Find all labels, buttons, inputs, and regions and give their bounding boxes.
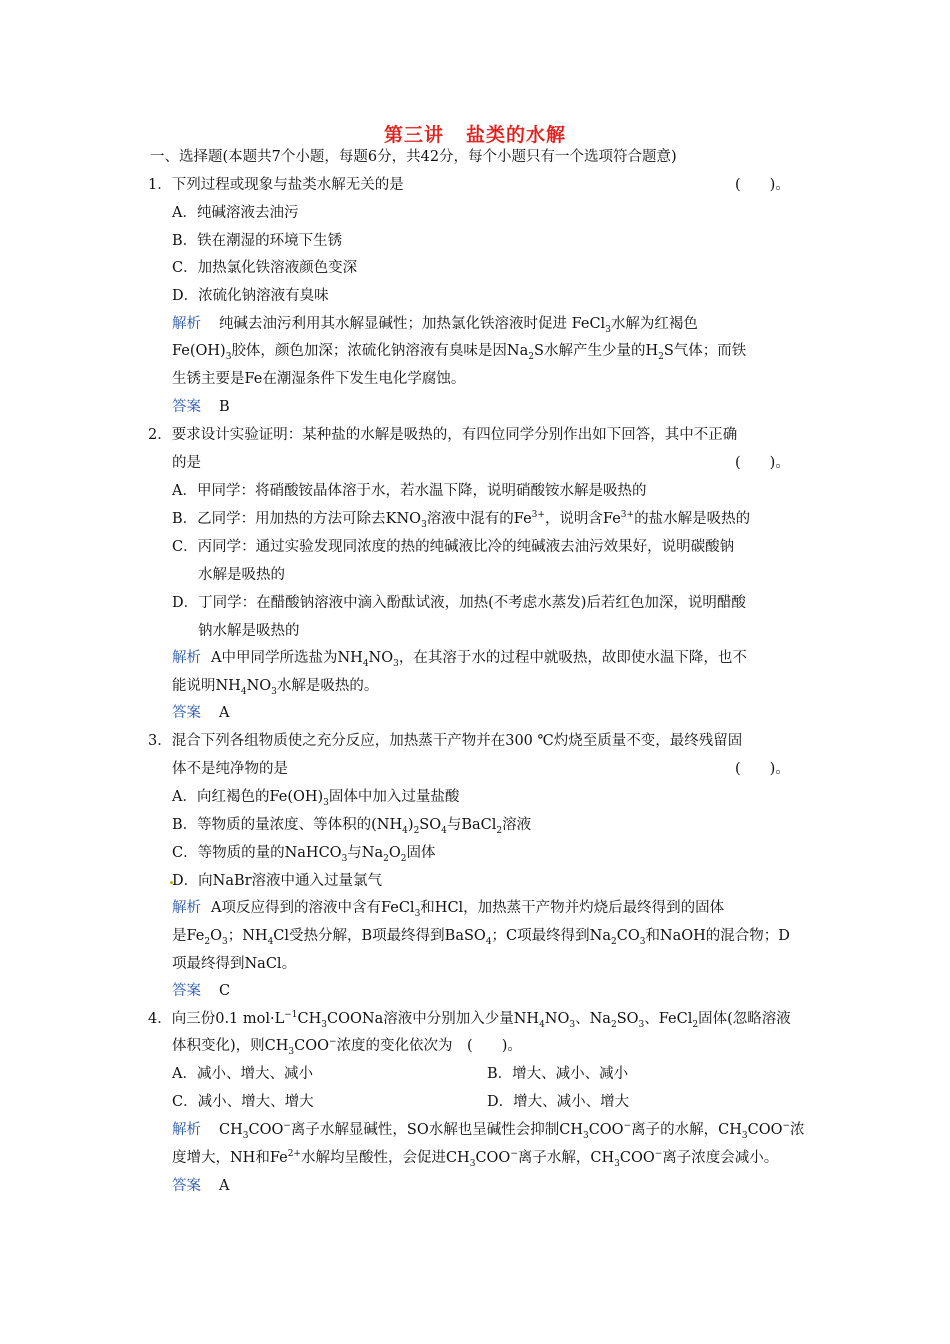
answer-label: 答案 <box>172 705 201 721</box>
title-part-1: 第三讲 <box>383 124 444 146</box>
q1-option-a: A．纯碱溶液去油污 <box>172 205 299 221</box>
q3-stem-line-1: 3．混合下列各组物质使之充分反应，加热蒸干产物并在300 ℃灼烧至质量不变，最终残留固 <box>148 733 743 749</box>
q2-analysis-line-1: 解析 A中甲同学所选盐为$NH_4NO_3$，在其溶于水的过程中就吸热，故即使水温下降，也不 <box>172 650 747 669</box>
q2-option-c-line-1: C．丙同学：通过实验发现同浓度的热的纯碱液比冷的纯碱液去油污效果好，说明碳酸钠 <box>172 539 735 555</box>
q2-option-c-line-2: 水解是吸热的 <box>198 567 285 583</box>
q2-option-a: A．甲同学：将硝酸铵晶体溶于水，若水温下降，说明硝酸铵水解是吸热的 <box>172 483 647 499</box>
q4-answer-value: A <box>219 1178 230 1194</box>
analysis-label: 解析 <box>172 900 201 916</box>
q3-option-c: C．等物质的量的NaHCO$_3$与$Na_2O_2$固体 <box>172 845 436 864</box>
q3-answer <box>172 981 230 1001</box>
q1-answer-blank: ( )。 <box>735 177 790 193</box>
q2-option-b: B．乙同学：用加热的方法可除去$KNO_3$溶液中混有的$Fe^{3+}$，说明含$Fe^{3+}$的盐水解是吸热的 <box>172 510 751 530</box>
answer-label: 答案 <box>172 399 201 415</box>
q3-stem-line-2: 体不是纯净物的是 <box>172 761 288 777</box>
q4-analysis-line-1: 解析 $CH_3COO^-$离子水解显碱性，SO水解也呈碱性会抑制$CH_3COO^-$离子的水解，$CH_3COO^-$浓 <box>172 1121 805 1141</box>
q3-option-a: A．向红褐色的$Fe(OH)_3$固体中加入过量盐酸 <box>172 789 460 808</box>
q3-answer-blank: ( )。 <box>735 761 790 777</box>
q4-option-b: B．增大、减小、减小 <box>487 1066 629 1082</box>
q4-option-a: A．减小、增大、减小 <box>172 1066 313 1082</box>
q4-answer <box>172 1176 229 1196</box>
q1-answer <box>172 397 230 417</box>
q2-option-d-line-1: D．丁同学：在醋酸钠溶液中滴入酚酞试液，加热(不考虑水蒸发)后若红色加深，说明醋酸 <box>172 595 746 611</box>
analysis-label: 解析 <box>172 316 201 332</box>
q4-option-c: C．减小、增大、增大 <box>172 1094 314 1110</box>
q1-option-d: D．浓硫化钠溶液有臭味 <box>172 288 329 304</box>
answer-label: 答案 <box>172 983 201 999</box>
q1-analysis-line-2: $Fe(OH)_3$胶体，颜色加深；浓硫化钠溶液有臭味是因$Na_2S$水解产生少量的$H_2S$气体；而铁 <box>172 343 747 362</box>
q2-option-d-line-2: 钠水解是吸热的 <box>198 623 300 639</box>
q1-analysis-line-1: 解析 纯碱去油污利用其水解显碱性；加热氯化铁溶液时促进 FeCl$_3$水解为红褐色 <box>172 316 698 335</box>
q4-option-d: D．增大、减小、增大 <box>487 1094 630 1110</box>
q2-answer-value: A <box>219 705 230 721</box>
title-part-2: 盐类的水解 <box>466 124 567 146</box>
q3-answer-value: C <box>219 983 231 999</box>
section-heading: 一、选择题(本题共7个小题，每题6分，共42分，每个小题只有一个选项符合题意) <box>150 149 677 165</box>
q3-analysis-line-1: 解析 A项反应得到的溶液中含有FeCl$_3$和HCl，加热蒸干产物并灼烧后最终得到的固体 <box>172 900 725 919</box>
q4-analysis-line-2: 度增大，NH和$Fe^{2+}$水解均呈酸性，会促进$CH_3COO^-$离子水解，$CH_3COO^-$离子浓度会减小。 <box>172 1149 779 1169</box>
q2-analysis-line-2: 能说明$NH_4NO_3$水解是吸热的。 <box>172 678 379 697</box>
q2-answer <box>172 703 229 723</box>
q1-option-c: C．加热氯化铁溶液颜色变深 <box>172 260 358 276</box>
q1-analysis-line-3: 生锈主要是Fe在潮湿条件下发生电化学腐蚀。 <box>172 371 466 387</box>
q3-option-d: D．向NaBr溶液中通入过量氯气 <box>172 873 383 889</box>
q2-stem-line-2: 的是 <box>172 455 201 471</box>
analysis-label: 解析 <box>172 650 201 666</box>
q3-analysis-line-2: 是$Fe_2O_3$；$NH_4Cl$受热分解，B项最终得到BaSO$_4$；C项最终得到$Na_2CO_3$和NaOH的混合物；D <box>172 928 790 947</box>
answer-label: 答案 <box>172 1178 201 1194</box>
q4-stem-line-2: 体积变化)，则$CH_3COO^-$浓度的变化依次为 ( )。 <box>172 1037 522 1057</box>
q1-answer-value: B <box>219 399 230 415</box>
q1-option-b: B．铁在潮湿的环境下生锈 <box>172 233 343 249</box>
q3-option-b: B．等物质的量浓度、等体积的$(NH_4)_2SO_4$与BaCl$_2$溶液 <box>172 817 532 836</box>
q3-analysis-line-3: 项最终得到NaCl。 <box>172 956 297 972</box>
lesson-title <box>0 120 950 147</box>
analysis-label: 解析 <box>172 1122 201 1138</box>
q2-answer-blank: ( )。 <box>735 455 790 471</box>
q1-stem: 1．下列过程或现象与盐类水解无关的是 <box>148 177 404 193</box>
q2-stem-line-1: 2．要求设计实验证明：某种盐的水解是吸热的，有四位同学分别作出如下回答，其中不正确 <box>148 427 738 443</box>
q4-stem-line-1: 4．向三份0.1 $mol\cdot L^{-1}CH_3COONa$溶液中分别加入少量$NH_4NO_3$、$Na_2SO_3$、FeCl$_2$固体(忽略溶液 <box>148 1010 791 1030</box>
